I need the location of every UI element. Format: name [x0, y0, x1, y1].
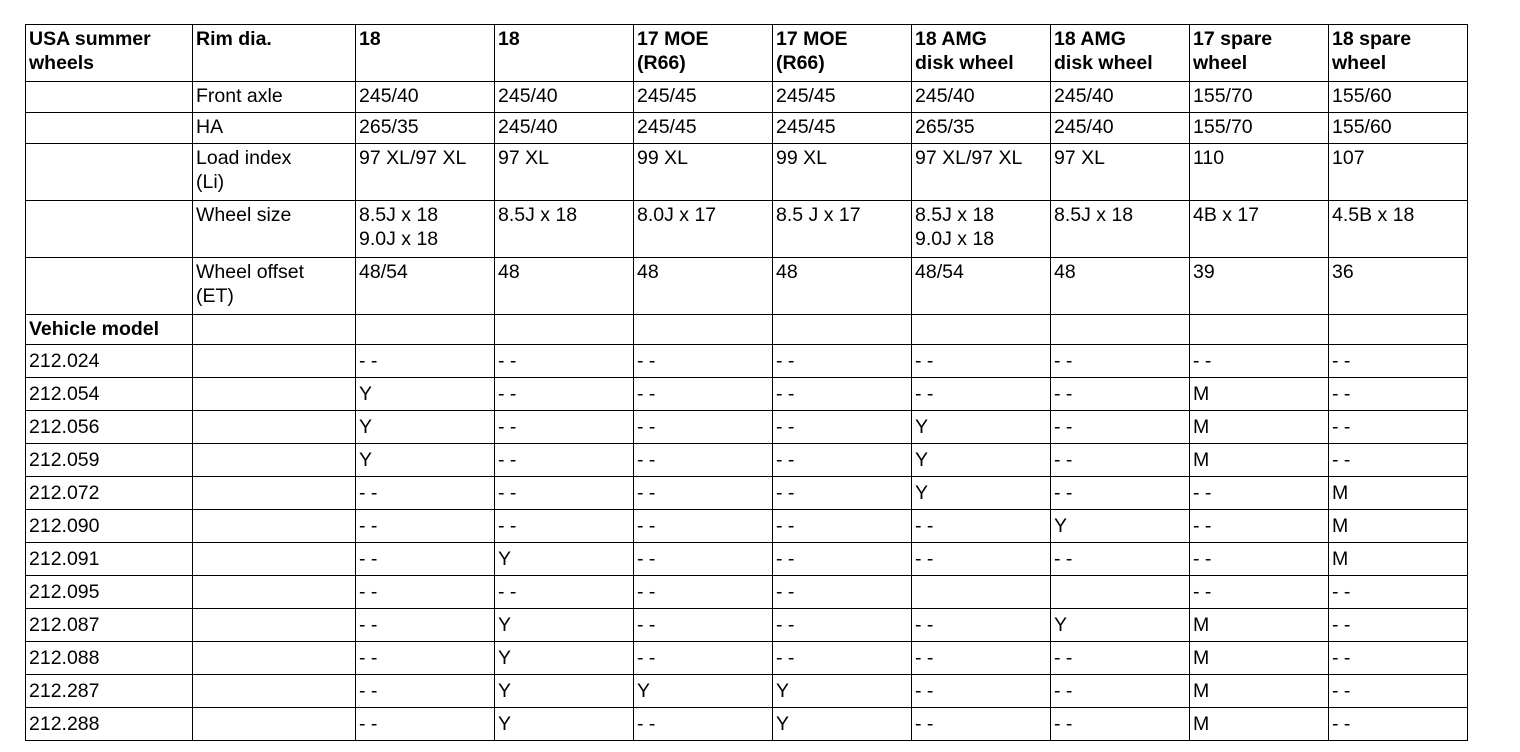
- fitment-cell: - -: [1329, 609, 1468, 642]
- fitment-cell: - -: [1190, 510, 1329, 543]
- spec-value: 8.5J x 18 9.0J x 18: [356, 201, 495, 258]
- fitment-cell: - -: [912, 675, 1051, 708]
- fitment-cell: [1051, 576, 1190, 609]
- fitment-cell: Y: [495, 675, 634, 708]
- fitment-cell: - -: [634, 576, 773, 609]
- spec-value: 99 XL: [773, 144, 912, 201]
- vehicle-model-heading: Vehicle model: [26, 315, 193, 345]
- fitment-cell: - -: [1329, 345, 1468, 378]
- fitment-cell: - -: [634, 345, 773, 378]
- spec-value: 245/40: [1051, 113, 1190, 144]
- table-cell: [495, 315, 634, 345]
- table-row: [26, 576, 1468, 609]
- vehicle-model-cell: 212.054: [26, 378, 193, 411]
- fitment-cell: Y: [495, 708, 634, 741]
- fitment-cell: [912, 576, 1051, 609]
- spec-value: 36: [1329, 258, 1468, 315]
- table-row: [26, 477, 1468, 510]
- spec-row: [26, 144, 1468, 201]
- spec-value: 8.5 J x 17: [773, 201, 912, 258]
- spec-value: 110: [1190, 144, 1329, 201]
- spec-value: 97 XL/97 XL: [356, 144, 495, 201]
- spec-row: [26, 201, 1468, 258]
- fitment-cell: - -: [495, 477, 634, 510]
- table-cell: [193, 477, 356, 510]
- fitment-cell: - -: [1190, 543, 1329, 576]
- spec-row: [26, 82, 1468, 113]
- table-cell: [193, 576, 356, 609]
- spec-label: Wheel offset (ET): [193, 258, 356, 315]
- fitment-cell: Y: [495, 609, 634, 642]
- fitment-cell: - -: [1190, 576, 1329, 609]
- spec-value: 245/45: [773, 82, 912, 113]
- spec-value: 8.0J x 17: [634, 201, 773, 258]
- fitment-cell: - -: [356, 576, 495, 609]
- model-rows: [26, 345, 1468, 741]
- fitment-cell: M: [1190, 675, 1329, 708]
- fitment-cell: - -: [356, 510, 495, 543]
- vehicle-model-cell: 212.087: [26, 609, 193, 642]
- spec-value: 245/40: [356, 82, 495, 113]
- table-row: [26, 444, 1468, 477]
- fitment-cell: - -: [356, 543, 495, 576]
- spec-value: 48: [773, 258, 912, 315]
- spec-value: 265/35: [356, 113, 495, 144]
- fitment-cell: - -: [1329, 708, 1468, 741]
- fitment-cell: - -: [1051, 411, 1190, 444]
- fitment-cell: Y: [634, 675, 773, 708]
- vehicle-model-cell: 212.088: [26, 642, 193, 675]
- spec-value: 97 XL/97 XL: [912, 144, 1051, 201]
- table-cell: [634, 315, 773, 345]
- table-cell: [193, 543, 356, 576]
- fitment-cell: - -: [912, 543, 1051, 576]
- spec-value: 97 XL: [495, 144, 634, 201]
- spec-value: 245/40: [1051, 82, 1190, 113]
- vehicle-model-cell: 212.091: [26, 543, 193, 576]
- header-cell: 17 spare wheel: [1190, 25, 1329, 82]
- fitment-cell: - -: [495, 510, 634, 543]
- table-cell: [193, 411, 356, 444]
- table-cell: [26, 144, 193, 201]
- fitment-cell: Y: [912, 444, 1051, 477]
- fitment-cell: - -: [356, 477, 495, 510]
- table-cell: [193, 675, 356, 708]
- spec-value: 48: [495, 258, 634, 315]
- vehicle-model-cell: 212.024: [26, 345, 193, 378]
- fitment-cell: M: [1190, 444, 1329, 477]
- table-cell: [26, 258, 193, 315]
- header-cell: 18: [356, 25, 495, 82]
- spec-value: 245/45: [773, 113, 912, 144]
- fitment-cell: - -: [1329, 444, 1468, 477]
- header-cell: USA summer wheels: [26, 25, 193, 82]
- fitment-cell: - -: [634, 477, 773, 510]
- table-cell: [193, 609, 356, 642]
- fitment-cell: - -: [634, 510, 773, 543]
- spec-value: 245/40: [912, 82, 1051, 113]
- spec-value: 39: [1190, 258, 1329, 315]
- fitment-cell: - -: [1051, 642, 1190, 675]
- fitment-cell: - -: [773, 444, 912, 477]
- fitment-cell: - -: [1051, 708, 1190, 741]
- fitment-cell: - -: [1329, 378, 1468, 411]
- spec-value: 155/60: [1329, 113, 1468, 144]
- fitment-cell: - -: [1051, 345, 1190, 378]
- spec-row: [26, 258, 1468, 315]
- fitment-cell: - -: [495, 345, 634, 378]
- fitment-cell: M: [1190, 609, 1329, 642]
- spec-value: 245/40: [495, 82, 634, 113]
- fitment-cell: - -: [1190, 345, 1329, 378]
- fitment-cell: M: [1190, 411, 1329, 444]
- fitment-cell: Y: [1051, 510, 1190, 543]
- table-cell: [193, 642, 356, 675]
- spec-value: 99 XL: [634, 144, 773, 201]
- fitment-cell: M: [1190, 708, 1329, 741]
- header-cell: 17 MOE (R66): [634, 25, 773, 82]
- spec-value: 48/54: [356, 258, 495, 315]
- wheel-compatibility-table: [25, 24, 1468, 741]
- fitment-cell: - -: [1051, 378, 1190, 411]
- spec-value: 107: [1329, 144, 1468, 201]
- fitment-cell: - -: [912, 378, 1051, 411]
- spec-value: 8.5J x 18: [1051, 201, 1190, 258]
- fitment-cell: - -: [912, 609, 1051, 642]
- fitment-cell: - -: [1051, 675, 1190, 708]
- fitment-cell: Y: [773, 675, 912, 708]
- fitment-cell: - -: [773, 345, 912, 378]
- fitment-cell: - -: [1329, 642, 1468, 675]
- fitment-cell: - -: [634, 543, 773, 576]
- fitment-cell: - -: [1329, 411, 1468, 444]
- fitment-cell: Y: [356, 378, 495, 411]
- table-cell: [26, 201, 193, 258]
- header-cell: 18 AMG disk wheel: [1051, 25, 1190, 82]
- fitment-cell: - -: [912, 642, 1051, 675]
- vehicle-model-cell: 212.287: [26, 675, 193, 708]
- spec-value: 4.5B x 18: [1329, 201, 1468, 258]
- fitment-cell: - -: [912, 510, 1051, 543]
- vehicle-model-cell: 212.090: [26, 510, 193, 543]
- spec-value: 8.5J x 18 9.0J x 18: [912, 201, 1051, 258]
- spec-value: 4B x 17: [1190, 201, 1329, 258]
- fitment-cell: - -: [356, 609, 495, 642]
- fitment-cell: M: [1190, 378, 1329, 411]
- fitment-cell: - -: [634, 609, 773, 642]
- table-row: [26, 345, 1468, 378]
- table-row: [26, 543, 1468, 576]
- header-cell: 18: [495, 25, 634, 82]
- fitment-cell: - -: [773, 609, 912, 642]
- spec-value: 245/45: [634, 113, 773, 144]
- spec-value: 8.5J x 18: [495, 201, 634, 258]
- vehicle-model-cell: 212.056: [26, 411, 193, 444]
- table-cell: [773, 315, 912, 345]
- vehicle-model-section: [26, 315, 1468, 345]
- header-cell: 18 AMG disk wheel: [912, 25, 1051, 82]
- fitment-cell: - -: [495, 378, 634, 411]
- fitment-cell: - -: [1051, 444, 1190, 477]
- spec-row: [26, 113, 1468, 144]
- fitment-cell: Y: [912, 411, 1051, 444]
- fitment-cell: - -: [356, 642, 495, 675]
- table-cell: [1190, 315, 1329, 345]
- vehicle-model-cell: 212.288: [26, 708, 193, 741]
- table-header-row: [26, 25, 1468, 82]
- vehicle-model-cell: 212.059: [26, 444, 193, 477]
- vehicle-model-cell: 212.072: [26, 477, 193, 510]
- fitment-cell: - -: [634, 444, 773, 477]
- header-cell: 17 MOE (R66): [773, 25, 912, 82]
- fitment-cell: - -: [1329, 675, 1468, 708]
- fitment-cell: Y: [912, 477, 1051, 510]
- spec-value: 155/70: [1190, 113, 1329, 144]
- spec-value: 155/70: [1190, 82, 1329, 113]
- spec-value: 245/40: [495, 113, 634, 144]
- fitment-cell: Y: [356, 444, 495, 477]
- fitment-cell: Y: [356, 411, 495, 444]
- fitment-cell: - -: [356, 708, 495, 741]
- fitment-cell: - -: [1329, 576, 1468, 609]
- spec-label: Front axle: [193, 82, 356, 113]
- table-row: [26, 609, 1468, 642]
- spec-value: 265/35: [912, 113, 1051, 144]
- table-row: [26, 708, 1468, 741]
- fitment-cell: - -: [773, 378, 912, 411]
- fitment-cell: - -: [356, 675, 495, 708]
- fitment-cell: - -: [773, 477, 912, 510]
- fitment-cell: - -: [495, 576, 634, 609]
- table-cell: [356, 315, 495, 345]
- table-cell: [26, 82, 193, 113]
- fitment-cell: M: [1190, 642, 1329, 675]
- spec-value: 48: [1051, 258, 1190, 315]
- header-cell: 18 spare wheel: [1329, 25, 1468, 82]
- vehicle-model-cell: 212.095: [26, 576, 193, 609]
- table-row: [26, 510, 1468, 543]
- table-cell: [193, 444, 356, 477]
- fitment-cell: - -: [773, 642, 912, 675]
- fitment-cell: - -: [773, 576, 912, 609]
- spec-label: Wheel size: [193, 201, 356, 258]
- fitment-cell: - -: [1190, 477, 1329, 510]
- table-row: [26, 378, 1468, 411]
- fitment-cell: - -: [634, 708, 773, 741]
- fitment-cell: - -: [1051, 477, 1190, 510]
- table-cell: [193, 378, 356, 411]
- fitment-cell: - -: [912, 708, 1051, 741]
- fitment-cell: - -: [773, 510, 912, 543]
- table-cell: [912, 315, 1051, 345]
- table-cell: [193, 510, 356, 543]
- fitment-cell: Y: [495, 642, 634, 675]
- spec-value: 245/45: [634, 82, 773, 113]
- table-row: [26, 675, 1468, 708]
- fitment-cell: - -: [634, 378, 773, 411]
- spec-value: 155/60: [1329, 82, 1468, 113]
- spec-label: Load index (Li): [193, 144, 356, 201]
- spec-value: 48/54: [912, 258, 1051, 315]
- header-cell: Rim dia.: [193, 25, 356, 82]
- fitment-cell: M: [1329, 543, 1468, 576]
- spec-rows: [26, 82, 1468, 315]
- fitment-cell: - -: [634, 411, 773, 444]
- fitment-cell: - -: [912, 345, 1051, 378]
- table-cell: [193, 345, 356, 378]
- table-row: [26, 411, 1468, 444]
- table-cell: [1329, 315, 1468, 345]
- fitment-cell: - -: [1051, 543, 1190, 576]
- table-cell: [193, 315, 356, 345]
- fitment-cell: Y: [495, 543, 634, 576]
- fitment-cell: - -: [773, 543, 912, 576]
- table-cell: [1051, 315, 1190, 345]
- fitment-cell: - -: [356, 345, 495, 378]
- fitment-cell: - -: [495, 444, 634, 477]
- table-cell: [26, 113, 193, 144]
- fitment-cell: Y: [773, 708, 912, 741]
- spec-value: 48: [634, 258, 773, 315]
- fitment-cell: - -: [495, 411, 634, 444]
- section-header-row: [26, 315, 1468, 345]
- spec-label: HA: [193, 113, 356, 144]
- spec-value: 97 XL: [1051, 144, 1190, 201]
- fitment-cell: - -: [634, 642, 773, 675]
- fitment-cell: M: [1329, 477, 1468, 510]
- fitment-cell: - -: [773, 411, 912, 444]
- fitment-cell: Y: [1051, 609, 1190, 642]
- table-cell: [193, 708, 356, 741]
- table-row: [26, 642, 1468, 675]
- fitment-cell: M: [1329, 510, 1468, 543]
